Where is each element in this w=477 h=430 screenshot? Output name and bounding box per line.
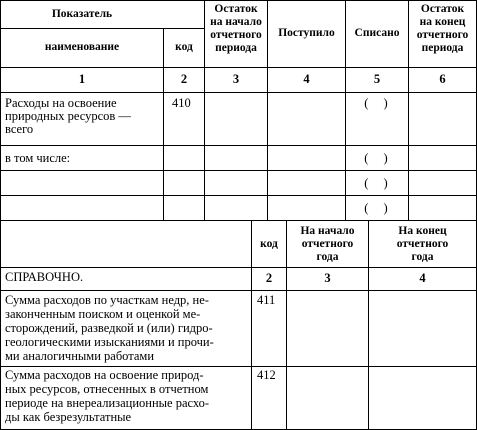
col-number-1: 1 — [78, 72, 86, 86]
ref-row-2-line-1: Сумма расходов на освоение природ- — [5, 368, 204, 382]
header-balance-end-1: Остаток — [420, 3, 465, 15]
rule-row2-bottom — [0, 170, 477, 171]
rule-ref-colnum-bottom — [0, 290, 477, 291]
rule-indicator-under — [0, 28, 204, 29]
col-number-6: 6 — [439, 72, 446, 86]
row-3-written-off: ( ) — [364, 176, 394, 190]
rule-row4-bottom — [0, 220, 477, 221]
reference-header-code: код — [260, 238, 278, 250]
header-balance-start-2: на начало — [210, 16, 262, 28]
ref-row-2-line-3: периоде на внереализационные расхо- — [5, 396, 210, 410]
col-number-5: 5 — [373, 72, 381, 86]
header-code: код — [175, 41, 193, 53]
reference-col-number-2: 2 — [265, 271, 273, 285]
rule-colnum-top — [0, 67, 477, 68]
reference-header-start-2: отчетного — [301, 238, 354, 250]
row-2-written-off: ( ) — [364, 151, 394, 165]
row-2-name: в том числе: — [5, 151, 71, 165]
ref-row-2-code: 412 — [257, 368, 276, 382]
ref-row-1-code: 411 — [257, 293, 276, 307]
col-number-3: 3 — [232, 72, 240, 86]
header-balance-start-1: Остаток — [214, 3, 258, 15]
ref-row-1-line-5: ми аналогичными работами — [5, 349, 155, 363]
rule-row3-bottom — [0, 195, 477, 196]
ref-row-1-line-4: геологическими изысканиями и прочи- — [5, 335, 214, 349]
rule-top — [0, 0, 477, 1]
reference-header-start-3: года — [316, 251, 339, 263]
reference-header-end-3: года — [411, 251, 434, 263]
header-written-off: Списано — [354, 27, 400, 39]
reference-col-number-4: 4 — [419, 271, 426, 285]
row-1-written-off: ( ) — [364, 96, 394, 110]
header-balance-end-3: отчетного — [416, 29, 469, 41]
ref-row-1-line-3: сторождений, разведкой и (или) гидро- — [5, 321, 213, 335]
ref-row-2-line-4: ды как безрезультатные — [5, 410, 132, 424]
header-received: Поступило — [278, 27, 335, 39]
reference-header-end-2: отчетного — [396, 238, 449, 250]
rule-name-code — [163, 28, 164, 220]
row-4-written-off: ( ) — [364, 201, 394, 215]
header-balance-start-4: периода — [215, 42, 257, 54]
reference-title: СПРАВОЧНО. — [5, 270, 84, 284]
header-indicator: Показатель — [51, 8, 113, 20]
header-balance-end-4: периода — [421, 42, 464, 54]
col-number-2: 2 — [180, 72, 188, 86]
row-1-code: 410 — [172, 96, 191, 110]
rule-ref-row1-bottom — [0, 366, 477, 367]
row-1-name-line-3: всего — [5, 122, 34, 136]
reference-header-start-1: На начало — [300, 225, 355, 237]
reference-header-end-1: На конец — [398, 225, 447, 237]
row-1-name-line-1: Расходы на освоение — [5, 96, 117, 110]
header-balance-start-3: отчетного — [210, 29, 262, 41]
rule-colnum-bottom — [0, 92, 477, 93]
header-balance-end-2: на конец — [419, 16, 466, 28]
rule-ref-name-code — [251, 220, 252, 430]
rule-ref-colnum-top — [0, 267, 477, 268]
reference-col-number-3: 3 — [324, 271, 331, 285]
rule-row1-bottom — [0, 145, 477, 146]
col-number-4: 4 — [303, 72, 310, 86]
header-name: наименование — [44, 41, 120, 53]
ref-row-1-line-2: законченным поиском и оценкой ме- — [5, 307, 201, 321]
ref-row-1-line-1: Сумма расходов по участкам недр, не- — [5, 293, 209, 307]
row-1-name-line-2: природных ресурсов — — [5, 109, 131, 123]
ref-row-2-line-2: ных ресурсов, отнесенных в отчетном — [5, 382, 209, 396]
